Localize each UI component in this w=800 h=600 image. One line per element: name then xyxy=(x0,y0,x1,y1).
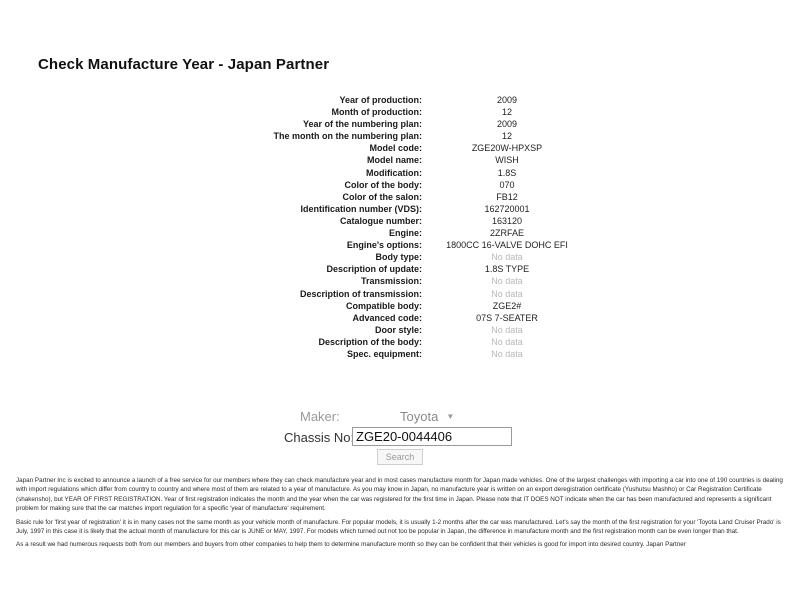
spec-row xyxy=(230,239,610,251)
maker-label: Maker: xyxy=(300,409,340,424)
spec-row xyxy=(230,106,610,118)
spec-value: 070 xyxy=(499,179,515,190)
spec-label: Identification number (VDS): xyxy=(300,203,422,214)
spec-row xyxy=(230,251,610,263)
spec-value: ZGE2# xyxy=(492,300,522,311)
spec-label: Door style: xyxy=(374,324,422,335)
spec-row xyxy=(230,275,610,287)
maker-select[interactable] xyxy=(400,407,470,425)
spec-label: Description of transmission: xyxy=(299,288,422,299)
description-paragraph: Japan Partner Inc is excited to announce a launch of a free service for our members where they can check manufacture year and in most cases manufacture month for Japan made vehicles. One of the largest challenges with importing a car into one of 190 countries is dealing with import regulations which differ from country to country and where most of them are related to a year of manufacture. As you may know in Japan, no manufacture year is written on an export deregistration certificate (Yushutsu Mashho) or Car Registration Certificate (shakensho), but YEAR OF FIRST REGISTRATION. Year of first registration indicates the month and the year when the car was registered for the first time in Japan. Please note that IT DOES NOT indicate when the car has been manufactured and represents a significant problem for making sure that the car matches import regulation for a specific 'year of manufacture' requirement. xyxy=(16,477,783,513)
spec-row xyxy=(230,324,610,336)
spec-value: No data xyxy=(491,336,523,347)
maker-row xyxy=(270,405,550,425)
spec-label: Month of production: xyxy=(331,107,422,118)
spec-label: Advanced code: xyxy=(352,312,422,323)
spec-row xyxy=(230,94,610,106)
spec-label: Description of the body: xyxy=(318,336,422,347)
spec-value: No data xyxy=(491,288,523,299)
spec-value: 2009 xyxy=(496,95,518,105)
spec-value: 163120 xyxy=(491,215,523,226)
spec-label: Engine's options: xyxy=(346,240,422,251)
spec-value: 2009 xyxy=(496,119,518,130)
spec-value: 2ZRFAE xyxy=(489,228,524,239)
spec-label: Color of the body: xyxy=(344,179,422,190)
spec-label: Year of the numbering plan: xyxy=(302,119,422,130)
spec-label: Transmission: xyxy=(360,276,422,287)
spec-row xyxy=(230,203,610,215)
spec-row xyxy=(230,118,610,130)
description-paragraph: Basic rule for 'first year of registration' it is in many cases not the same month as your vehicle month of manufacture. For popular models, it is usually 1-2 months after the car was manufactured. Let's say the month of the first registration for your 'Toyota Land Cruiser Prado' is July, 1997 in this case it is likely that the actual month of manufacture for this car is JUNE or MAY, 1997. For models which turned out not too be popular in Japan, the difference in manufacture month and the first registration month can be even longer than that. xyxy=(16,518,781,536)
chassis-input[interactable]: ZGE20-0044406 xyxy=(352,427,512,446)
spec-label: Spec. equipment: xyxy=(346,348,422,359)
search-form xyxy=(270,405,550,462)
spec-value: 07S 7-SEATER xyxy=(476,312,538,323)
spec-row xyxy=(230,191,610,203)
spec-row xyxy=(230,336,610,348)
spec-value: 1800CC 16-VALVE DOHC EFI xyxy=(446,240,568,251)
spec-row xyxy=(230,130,610,142)
spec-row xyxy=(230,348,610,360)
description-paragraph: As a result we had numerous requests both from our members and buyers from other companies to help them to determine manufacture month so they can be confident that their vehicles is good for import into desired country. Japan Partner xyxy=(16,541,686,549)
spec-value: No data xyxy=(491,276,523,287)
spec-table xyxy=(230,94,610,360)
spec-value: No data xyxy=(491,252,523,263)
spec-row xyxy=(230,179,610,191)
chassis-label: Chassis No: xyxy=(284,430,355,445)
spec-value: 12 xyxy=(501,107,512,118)
spec-label: Body type: xyxy=(375,252,422,263)
spec-row xyxy=(230,142,610,154)
spec-value: 12 xyxy=(501,131,512,142)
spec-label: Year of production: xyxy=(339,95,422,105)
spec-value: 162720001 xyxy=(484,203,530,214)
spec-label: The month on the numbering plan: xyxy=(273,131,422,142)
spec-value: ZGE20W-HPXSP xyxy=(471,143,543,154)
spec-label: Model name: xyxy=(366,155,422,166)
maker-select-value: Toyota xyxy=(400,408,439,424)
spec-label: Modification: xyxy=(366,167,422,178)
spec-label: Description of update: xyxy=(326,264,422,275)
spec-row xyxy=(230,154,610,166)
page-title: Check Manufacture Year - Japan Partner xyxy=(38,56,330,73)
spec-row xyxy=(230,167,610,179)
spec-value: FB12 xyxy=(496,191,518,202)
spec-row xyxy=(230,288,610,300)
spec-row xyxy=(230,312,610,324)
search-button[interactable]: Search xyxy=(377,449,423,465)
spec-value: WISH xyxy=(495,155,519,166)
spec-row xyxy=(230,215,610,227)
spec-value: No data xyxy=(491,348,523,359)
spec-row xyxy=(230,300,610,312)
spec-row xyxy=(230,227,610,239)
spec-label: Color of the salon: xyxy=(342,191,422,202)
spec-label: Compatible body: xyxy=(346,300,422,311)
spec-label: Engine: xyxy=(389,228,422,239)
spec-value: 1.8S xyxy=(497,167,517,178)
spec-label: Model code: xyxy=(369,143,422,154)
spec-row xyxy=(230,263,610,275)
spec-label: Catalogue number: xyxy=(339,215,422,226)
spec-value: No data xyxy=(491,324,523,335)
chevron-down-icon: ▼ xyxy=(446,411,455,421)
description-text xyxy=(16,476,784,554)
spec-value: 1.8S TYPE xyxy=(484,264,530,275)
